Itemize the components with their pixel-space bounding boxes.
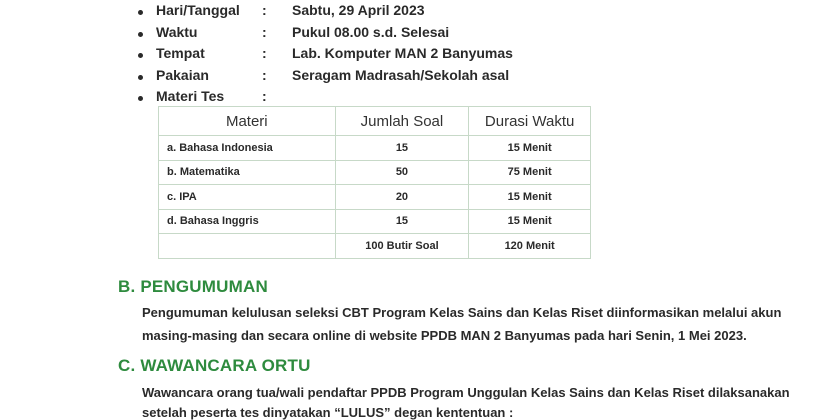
- column-header-jumlah-soal: Jumlah Soal: [335, 107, 469, 136]
- subject-cell: d. Bahasa Inggris: [159, 209, 336, 234]
- question-count-cell: 15: [335, 209, 469, 234]
- total-label-cell: [159, 234, 336, 259]
- detail-label: Hari/Tanggal: [156, 2, 240, 18]
- table-row: [159, 136, 591, 161]
- subject-cell: a. Bahasa Indonesia: [159, 136, 336, 161]
- detail-label: Materi Tes: [156, 88, 225, 104]
- announcement-text-line: Pengumuman kelulusan seleksi CBT Program Kelas Sains dan Kelas Riset diinformasikan melalui akun: [142, 305, 782, 320]
- total-question-count-cell: 100 Butir Soal: [335, 234, 469, 259]
- duration-cell: 15 Menit: [469, 209, 591, 234]
- detail-colon: :: [262, 66, 267, 83]
- interview-text-line: setelah peserta tes dinyatakan “LULUS” degan kententuan :: [142, 405, 514, 420]
- question-count-cell: 15: [335, 136, 469, 161]
- detail-label: Tempat: [156, 45, 205, 61]
- table-row: [159, 185, 591, 210]
- detail-colon: :: [262, 88, 267, 104]
- question-count-cell: 20: [335, 185, 469, 210]
- detail-label: Waktu: [156, 23, 198, 40]
- duration-cell: 75 Menit: [469, 160, 591, 185]
- table-row: [159, 160, 591, 185]
- bullet-icon: [138, 96, 143, 101]
- bullet-icon: [138, 53, 143, 58]
- detail-label: Pakaian: [156, 66, 209, 83]
- detail-value: Lab. Komputer MAN 2 Banyumas: [292, 45, 513, 61]
- bullet-icon: [138, 75, 143, 80]
- column-header-durasi-waktu: Durasi Waktu: [469, 107, 591, 136]
- column-header-materi: Materi: [159, 107, 336, 136]
- total-duration-cell: 120 Menit: [469, 234, 591, 259]
- detail-value: Seragam Madrasah/Sekolah asal: [292, 66, 510, 83]
- subject-cell: c. IPA: [159, 185, 336, 210]
- detail-colon: :: [262, 23, 267, 40]
- detail-colon: :: [262, 2, 267, 18]
- question-count-cell: 50: [335, 160, 469, 185]
- table-total-row: [159, 234, 591, 259]
- interview-text-line: Wawancara orang tua/wali pendaftar PPDB Program Unggulan Kelas Sains dan Kelas Riset dilaksanakan: [142, 385, 790, 400]
- announcement-text-line: masing-masing dan secara online di website PPDB MAN 2 Banyumas pada hari Senin, 1 Mei 2023.: [142, 328, 747, 343]
- duration-cell: 15 Menit: [469, 136, 591, 161]
- detail-value: Pukul 08.00 s.d. Selesai: [292, 23, 450, 40]
- detail-value: Sabtu, 29 April 2023: [292, 2, 425, 18]
- subject-cell: b. Matematika: [159, 160, 336, 185]
- section-heading-wawancara-ortu: C. WAWANCARA ORTU: [118, 356, 311, 375]
- detail-colon: :: [262, 45, 267, 61]
- table-row: [159, 209, 591, 234]
- test-material-table: [158, 106, 591, 259]
- duration-cell: 15 Menit: [469, 185, 591, 210]
- bullet-icon: [138, 32, 143, 37]
- section-heading-pengumuman: B. PENGUMUMAN: [118, 277, 268, 296]
- bullet-icon: [138, 10, 143, 15]
- table-header-row: [159, 107, 591, 136]
